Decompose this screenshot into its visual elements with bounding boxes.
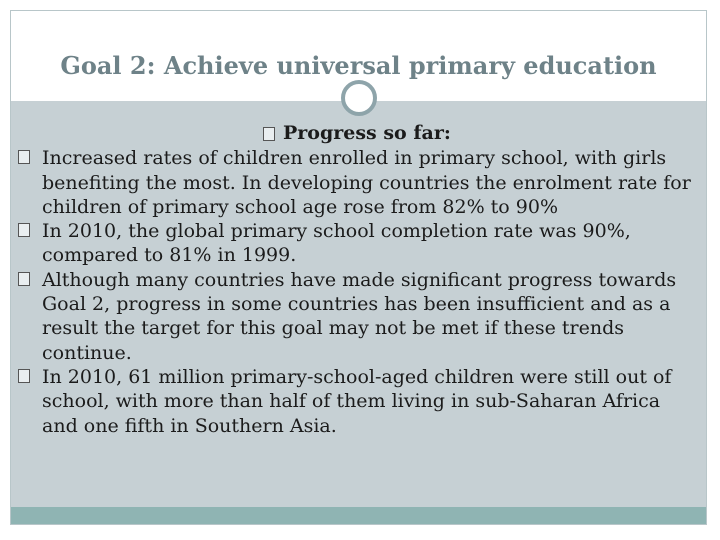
list-item — [18, 219, 701, 268]
bullet-text: Increased rates of children enrolled in primary school, with girls benefiting the most. In developing countries the enrolment rate for children of primary school age rose from 82% to 90% — [42, 147, 691, 218]
list-item — [18, 365, 701, 438]
square-bullet-icon — [263, 127, 275, 141]
progress-heading-text: Progress so far: — [283, 122, 451, 144]
bullet-text: Although many countries have made significant progress towards Goal 2, progress in some countries has been insufficient and as a result the target for this goal may not be met if these trends continue. — [42, 268, 677, 364]
list-item — [18, 146, 701, 219]
slide-title: Goal 2: Achieve universal primary education — [60, 51, 657, 80]
progress-heading — [18, 121, 701, 145]
circle-divider-icon — [341, 80, 377, 116]
bullet-text: In 2010, 61 million primary-school-aged children were still out of school, with more than half of them living in sub-Saharan Africa and one fifth in Southern Asia. — [42, 365, 672, 437]
bottom-band — [11, 507, 706, 524]
slide-body — [18, 121, 701, 438]
square-bullet-icon — [18, 223, 30, 237]
square-bullet-icon — [18, 272, 30, 286]
square-bullet-icon — [18, 369, 30, 383]
list-item — [18, 268, 701, 365]
square-bullet-icon — [18, 150, 30, 164]
bullet-text: In 2010, the global primary school completion rate was 90%, compared to 81% in 1999. — [42, 220, 631, 267]
